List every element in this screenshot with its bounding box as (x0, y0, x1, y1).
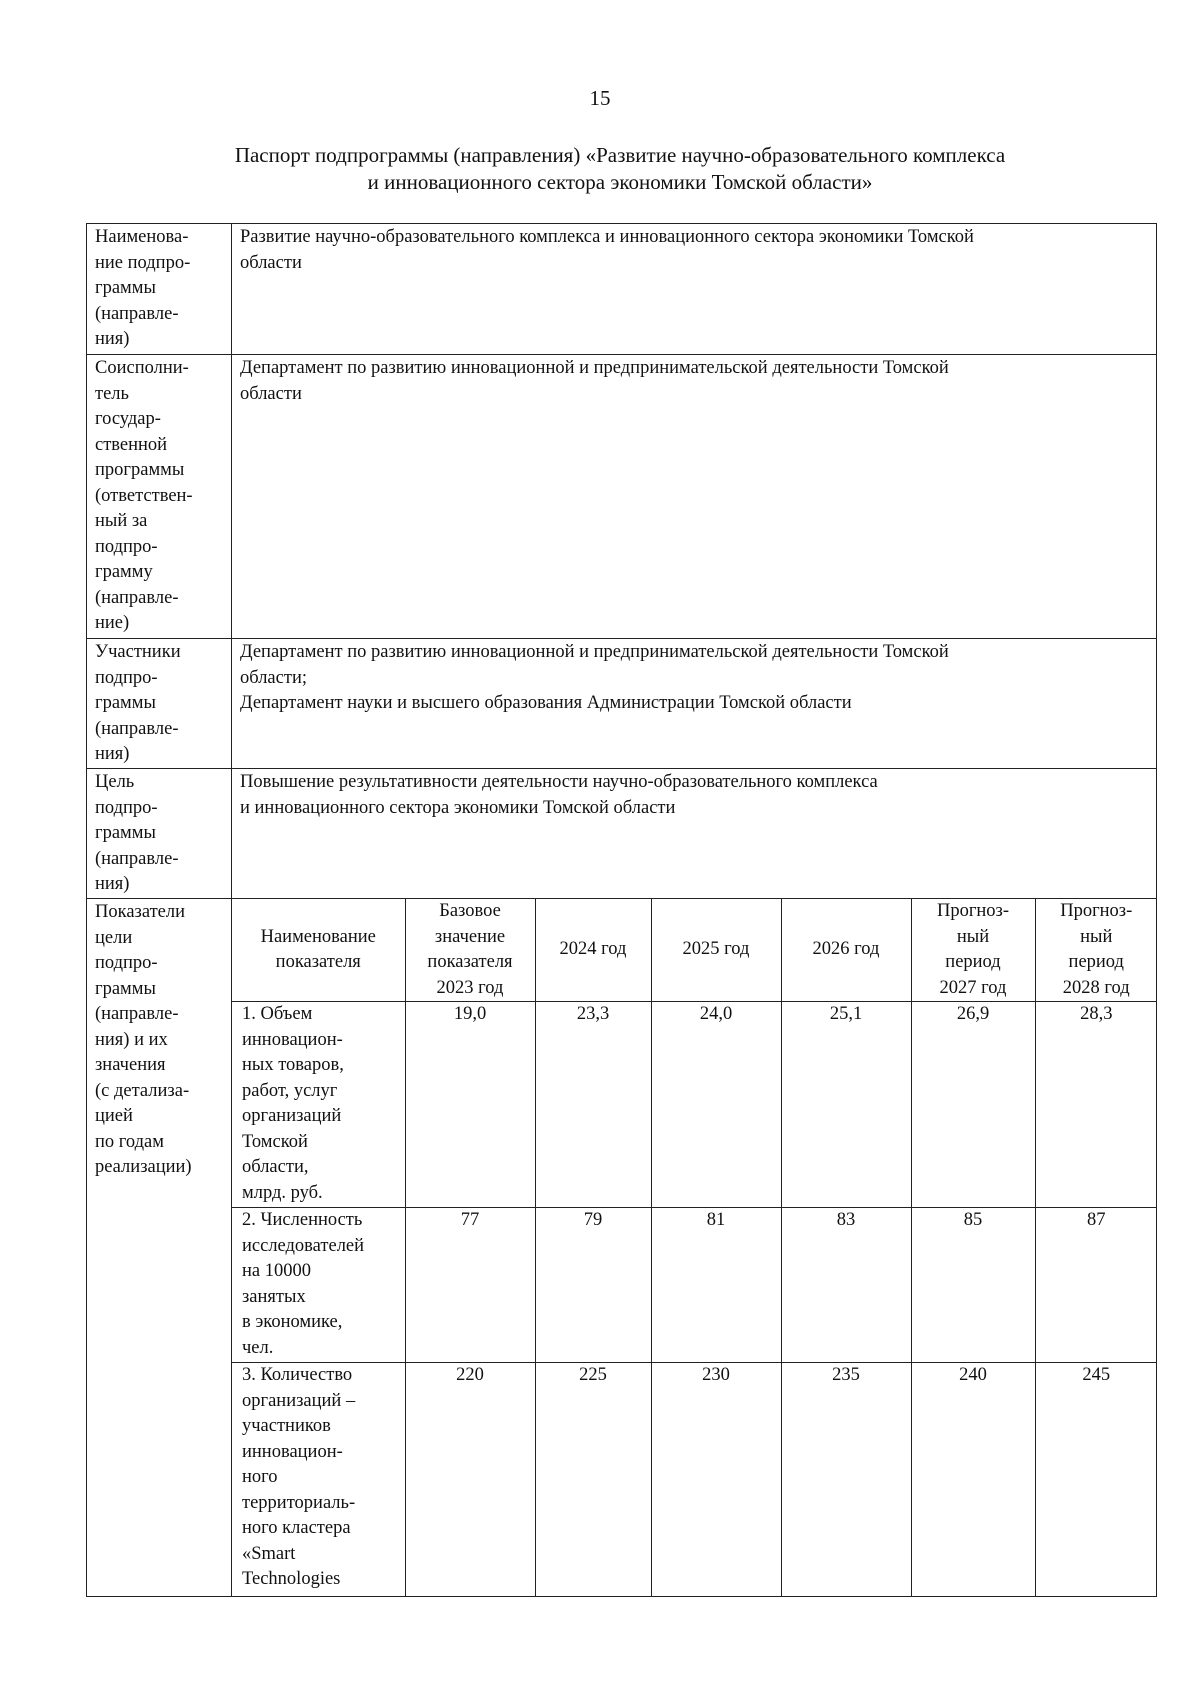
text-line: ный (1080, 926, 1113, 947)
indicator-value-2028: 87 (1035, 1208, 1157, 1363)
indicator-value-2026: 235 (781, 1363, 911, 1596)
indicator-value-2026: 83 (781, 1208, 911, 1363)
text-line: Департамент науки и высшего образования Администрации Томской области (240, 693, 852, 713)
text-line: (направле- (95, 303, 179, 324)
title-line-1: Паспорт подпрограммы (направления) «Развитие научно-образовательного комплекса (234, 143, 1006, 167)
text-line: по годам (95, 1131, 164, 1152)
text-line: (с детализа- (95, 1080, 190, 1101)
text-line: ственной (95, 434, 168, 455)
text-line: подпро- (95, 536, 158, 557)
indicator-name (232, 1002, 405, 1208)
row-indicators (87, 899, 1157, 1597)
text-line: занятых (242, 1286, 306, 1307)
text-line: (направле- (95, 1004, 179, 1024)
text-line: Базовое (439, 901, 501, 921)
text-line: области, (242, 1157, 309, 1177)
text-line: территориаль- (242, 1492, 356, 1513)
title-line-2: и инновационного сектора экономики Томской области» (367, 170, 873, 194)
text-line: Прогноз- (1060, 901, 1133, 921)
text-line: значения (95, 1055, 166, 1075)
text-line: цели (95, 927, 133, 948)
text-line: исследователей (242, 1235, 365, 1256)
text-line: инновацион- (242, 1441, 343, 1462)
label-cell (87, 769, 232, 899)
text-line: 3. Количество (242, 1365, 353, 1385)
page-number: 15 (589, 86, 611, 110)
text-line: период (945, 952, 1001, 972)
indicator-value-2024: 23,3 (535, 1002, 651, 1208)
indicator-value-2023: 220 (405, 1363, 535, 1596)
indicator-value-2028: 28,3 (1035, 1002, 1157, 1208)
row-subprogram-name (87, 224, 1157, 355)
text-line: области (240, 252, 302, 273)
indicator-value-2028: 245 (1035, 1363, 1157, 1596)
indicator-value-2024: 225 (535, 1363, 651, 1596)
value-cell (232, 769, 1157, 899)
text-line: ный за (95, 511, 148, 531)
indicator-value-2026: 25,1 (781, 1002, 911, 1208)
indicator-value-2027: 85 (911, 1208, 1035, 1363)
text-line: и инновационного сектора экономики Томской области (240, 797, 676, 818)
text-line: работ, услуг (242, 1080, 338, 1101)
text-line: участников (242, 1416, 331, 1436)
passport-table (86, 223, 1157, 1597)
text-line: Наименова- (95, 227, 189, 247)
text-line: ный (956, 926, 990, 947)
value-cell (232, 639, 1157, 769)
label-cell (87, 899, 232, 1597)
header-2026 (781, 899, 911, 1002)
text-line: показателя (275, 952, 361, 972)
text-line: Участники (95, 642, 181, 662)
text-line: ния) (95, 744, 130, 764)
header-2025 (651, 899, 781, 1002)
text-line: ния) (95, 874, 130, 894)
header-forecast-2028 (1035, 899, 1157, 1002)
text-line: грамму (95, 562, 153, 582)
indicator-row (232, 1002, 1157, 1208)
indicators-cell (232, 899, 1157, 1597)
text-line: организаций – (242, 1390, 356, 1411)
text-line: цией (95, 1106, 133, 1126)
text-line: период (1068, 952, 1124, 972)
text-line: показателя (427, 952, 513, 972)
text-line: значение (434, 926, 506, 947)
text-line: реализации) (95, 1157, 192, 1177)
header-base-2023 (405, 899, 535, 1002)
text-line: граммы (95, 278, 156, 298)
text-line: в экономике, (242, 1312, 343, 1332)
text-line: 2026 год (812, 939, 880, 960)
text-line: государ- (95, 409, 161, 429)
text-line: ния) (95, 329, 130, 349)
label-cell (87, 355, 232, 639)
text-line: ного кластера (242, 1518, 351, 1538)
text-line: Соисполни- (95, 358, 189, 378)
text-line: Повышение результативности деятельности научно-образовательного комплекса (240, 772, 878, 792)
text-line: 1. Объем (242, 1004, 313, 1024)
text-line: на 10000 (242, 1261, 311, 1281)
text-line: (направле- (95, 848, 179, 869)
text-line: программы (95, 460, 185, 480)
indicator-value-2024: 79 (535, 1208, 651, 1363)
row-goal (87, 769, 1157, 899)
text-line: Томской (242, 1131, 308, 1152)
text-line: инновацион- (242, 1029, 343, 1050)
row-participants (87, 639, 1157, 769)
text-line: ния) и их (95, 1029, 168, 1050)
label-cell (87, 224, 232, 355)
text-line: подпро- (95, 953, 158, 973)
text-line: граммы (95, 978, 156, 999)
document-title (80, 142, 1160, 196)
header-2024 (535, 899, 651, 1002)
indicator-value-2023: 19,0 (405, 1002, 535, 1208)
indicator-row (232, 1363, 1157, 1596)
text-line: Прогноз- (936, 901, 1010, 921)
indicator-name (232, 1208, 405, 1363)
text-line: ние) (95, 613, 130, 633)
text-line: области; (240, 667, 307, 688)
text-line: Наименование (260, 926, 376, 947)
text-line: ных товаров, (242, 1055, 344, 1075)
indicator-row (232, 1208, 1157, 1363)
text-line: 2024 год (559, 939, 627, 960)
indicator-value-2025: 81 (651, 1208, 781, 1363)
text-line: Департамент по развитию инновационной и предпринимательской деятельности Томской (240, 358, 949, 378)
text-line: тель (95, 383, 129, 404)
text-line: 2027 год (939, 977, 1007, 998)
text-line: Развитие научно-образовательного комплекса и инновационного сектора экономики Томской (240, 227, 974, 247)
text-line: (направле- (95, 718, 179, 739)
indicator-value-2023: 77 (405, 1208, 535, 1363)
header-forecast-2027 (911, 899, 1035, 1002)
value-cell (232, 355, 1157, 639)
text-line: организаций (242, 1106, 342, 1126)
row-co-executor (87, 355, 1157, 639)
text-line: «Smart (242, 1543, 296, 1564)
text-line: Technologies (242, 1569, 341, 1589)
text-line: Показатели (95, 902, 185, 922)
text-line: Департамент по развитию инновационной и предпринимательской деятельности Томской (240, 642, 949, 662)
header-indicator-name (232, 899, 405, 1002)
text-line: 2025 год (682, 939, 750, 960)
text-line: 2. Численность (242, 1210, 363, 1230)
value-cell (232, 224, 1157, 355)
text-line: граммы (95, 693, 156, 713)
label-cell (87, 639, 232, 769)
text-line: ного (242, 1467, 278, 1487)
indicator-name (232, 1363, 405, 1596)
indicator-value-2025: 24,0 (651, 1002, 781, 1208)
text-line: Цель (95, 772, 135, 792)
text-line: области (240, 383, 302, 404)
text-line: подпро- (95, 797, 158, 818)
text-line: чел. (242, 1337, 274, 1358)
text-line: млрд. руб. (242, 1182, 323, 1203)
text-line: (ответствен- (95, 485, 193, 506)
text-line: 2023 год (436, 977, 504, 998)
indicator-value-2027: 240 (911, 1363, 1035, 1596)
indicator-value-2027: 26,9 (911, 1002, 1035, 1208)
text-line: ние подпро- (95, 252, 191, 273)
indicator-value-2025: 230 (651, 1363, 781, 1596)
text-line: подпро- (95, 667, 158, 688)
indicators-table (232, 899, 1157, 1596)
text-line: 2028 год (1062, 977, 1130, 998)
text-line: граммы (95, 823, 156, 843)
text-line: (направле- (95, 587, 179, 608)
indicators-header-row (232, 899, 1157, 1002)
